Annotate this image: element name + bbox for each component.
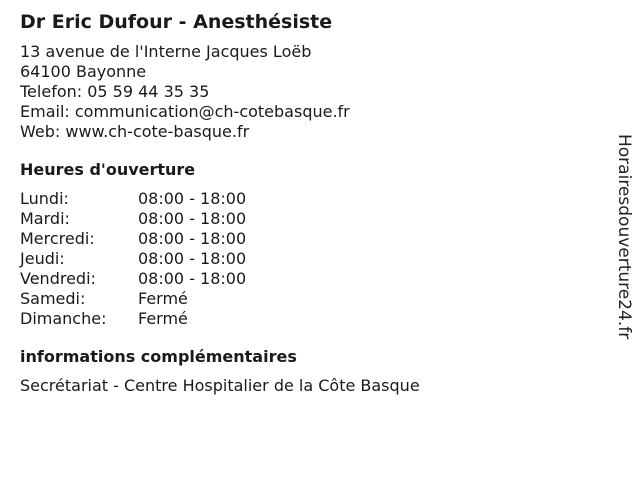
address-city: 64100 Bayonne (20, 62, 147, 81)
page-title: Dr Eric Dufour - Anesthésiste (20, 11, 333, 33)
additional-info-text: Secrétariat - Centre Hospitalier de la Côte Basque (20, 376, 420, 395)
hours-row-tuesday (20, 209, 600, 229)
hours-row-wednesday (20, 229, 600, 249)
contact-block (20, 42, 600, 142)
business-card (20, 10, 600, 396)
hours-row-sunday (20, 309, 600, 329)
time-value: Fermé (138, 309, 188, 328)
hours-row-monday (20, 189, 600, 209)
day-label: Mardi: (20, 209, 70, 228)
time-value: 08:00 - 18:00 (138, 249, 247, 268)
time-value: 08:00 - 18:00 (138, 229, 247, 248)
address-street: 13 avenue de l'Interne Jacques Loëb (20, 42, 312, 61)
time-value: 08:00 - 18:00 (138, 189, 247, 208)
opening-hours-table (20, 189, 600, 329)
day-label: Lundi: (20, 189, 69, 208)
day-label: Samedi: (20, 289, 86, 308)
hours-row-thursday (20, 249, 600, 269)
time-value: 08:00 - 18:00 (138, 269, 247, 288)
phone-line[interactable]: Telefon: 05 59 44 35 35 (20, 82, 210, 101)
web-line[interactable]: Web: www.ch-cote-basque.fr (20, 122, 250, 141)
opening-hours-heading: Heures d'ouverture (20, 160, 196, 179)
day-label: Vendredi: (20, 269, 96, 288)
day-label: Jeudi: (20, 249, 65, 268)
hours-row-friday (20, 269, 600, 289)
time-value: Fermé (138, 289, 188, 308)
site-watermark: Horairesdouverture24.fr (614, 134, 634, 340)
additional-info-heading: informations complémentaires (20, 347, 297, 366)
day-label: Dimanche: (20, 309, 107, 328)
day-label: Mercredi: (20, 229, 95, 248)
email-line[interactable]: Email: communication@ch-cotebasque.fr (20, 102, 350, 121)
time-value: 08:00 - 18:00 (138, 209, 247, 228)
hours-row-saturday (20, 289, 600, 309)
